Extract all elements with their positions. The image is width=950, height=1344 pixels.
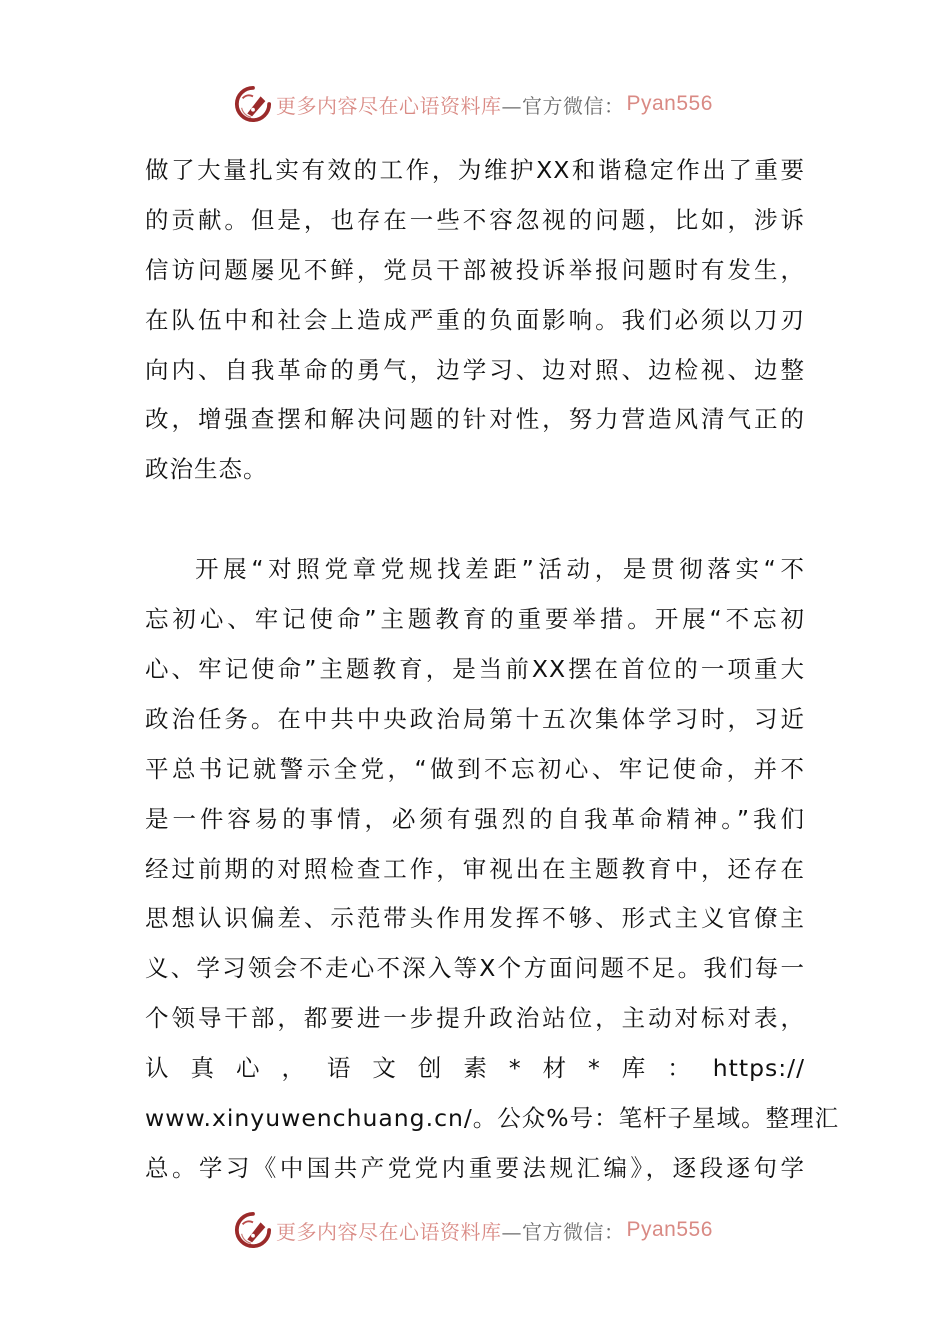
- footer-watermark: [234, 1208, 713, 1252]
- watermark-wechat-label: —官方微信：: [501, 1219, 625, 1244]
- watermark-wechat-label: —官方微信：: [501, 93, 625, 118]
- text-line: 开展“对照党章党规找差距”活动，是贯彻落实“不: [195, 555, 805, 584]
- text-line: 政治任务。在中共中央政治局第十五次集体学习时，习近: [145, 704, 805, 733]
- text-line: 义、学习领会不走心不深入等X个方面问题不足。我们每一: [145, 954, 805, 983]
- text-line: 在队伍中和社会上造成严重的负面影响。我们必须以刀刃: [145, 305, 805, 334]
- watermark-wechat-id: Pyan556: [626, 1218, 713, 1241]
- text-line: 向内、自我革命的勇气，边学习、边对照、边检视、边整: [145, 355, 805, 384]
- document-body: [145, 146, 840, 1194]
- text-line: 忘初心、牢记使命”主题教育的重要举措。开展“不忘初: [145, 605, 805, 634]
- paragraph-spacer: [145, 495, 805, 545]
- text-line-spaced: 认真心，语文创素*材*库：https://: [145, 1054, 805, 1083]
- text-line: 总。学习《中国共产党党内重要法规汇编》，逐段逐句学: [145, 1153, 805, 1182]
- paragraph-2: [145, 545, 840, 1194]
- text-line-url: www.xinyuwenchuang.cn/。公众%号：笔杆子星域。整理汇: [145, 1104, 840, 1133]
- text-line: 个领导干部，都要进一步提升政治站位，主动对标对表，: [145, 1004, 805, 1033]
- paragraph-1: [145, 146, 805, 495]
- text-line: 政治生态。: [145, 455, 268, 484]
- text-line: 改，增强查摆和解决问题的针对性，努力营造风清气正的: [145, 405, 805, 434]
- text-line: 平总书记就警示全党，“做到不忘初心、牢记使命，并不: [145, 754, 805, 783]
- text-line: 思想认识偏差、示范带头作用发挥不够、形式主义官僚主: [145, 904, 805, 933]
- text-line: 信访问题屡见不鲜，党员干部被投诉举报问题时有发生，: [145, 255, 805, 284]
- text-line: 心、牢记使命”主题教育，是当前XX摆在首位的一项重大: [145, 655, 805, 684]
- header-watermark: [234, 82, 713, 126]
- text-line: 经过前期的对照检查工作，审视出在主题教育中，还存在: [145, 854, 805, 883]
- pen-nib-logo-icon: [234, 85, 272, 123]
- watermark-site-text: 更多内容尽在心语资料库: [276, 93, 502, 118]
- pen-nib-logo-icon: [234, 1211, 272, 1249]
- watermark-wechat-id: Pyan556: [626, 92, 713, 115]
- text-line: 的贡献。但是，也存在一些不容忽视的问题，比如，涉诉: [145, 205, 805, 234]
- text-line: 是一件容易的事情，必须有强烈的自我革命精神。”我们: [145, 804, 805, 833]
- text-line: 做了大量扎实有效的工作，为维护XX和谐稳定作出了重要: [145, 156, 805, 184]
- watermark-site-text: 更多内容尽在心语资料库: [276, 1219, 502, 1244]
